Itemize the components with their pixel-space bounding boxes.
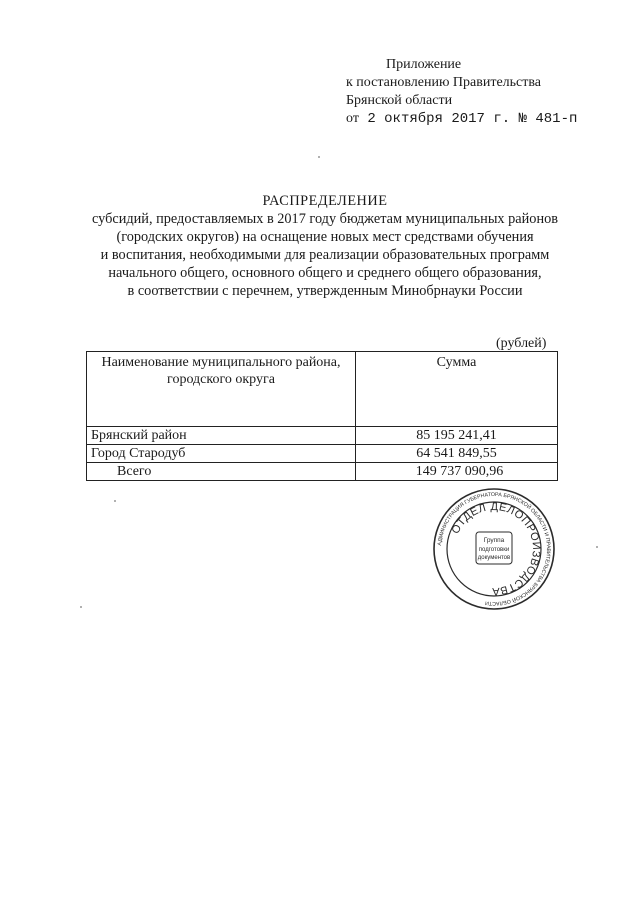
stamp-center-line: подготовки	[478, 547, 510, 553]
document-title	[60, 192, 590, 300]
scan-speck	[114, 500, 116, 502]
row-amount: 64 541 849,55	[356, 445, 558, 463]
table-header-row	[87, 352, 558, 427]
appendix-title: Приложение	[386, 57, 462, 72]
stamp-center-line: Группа	[483, 537, 505, 544]
scan-speck	[80, 606, 82, 608]
total-amount: 149 737 090,96	[356, 463, 558, 481]
row-name: Брянский район	[87, 427, 356, 445]
total-name: Всего	[87, 463, 356, 481]
appendix-date-prefix: от	[346, 111, 359, 126]
header-name	[87, 352, 356, 427]
units-label: (рублей)	[496, 336, 547, 351]
header-name-line: городского округа	[167, 372, 275, 387]
appendix-date: 2 октября 2017 г. № 481-п	[367, 111, 578, 127]
stamp-outer-text: АДМИНИСТРАЦИЯ ГУБЕРНАТОРА БРЯНСКОЙ ОБЛАСТИ И ПРАВИТЕЛЬСТВА БРЯНСКОЙ ОБЛАСТИ	[437, 491, 552, 607]
header-amount: Сумма	[356, 352, 558, 427]
row-name: Город Стародуб	[87, 445, 356, 463]
title-line: и воспитания, необходимыми для реализации образовательных программ	[100, 247, 550, 263]
row-amount: 85 195 241,41	[356, 427, 558, 445]
appendix-resolution: к постановлению Правительства	[346, 75, 542, 90]
title-heading: РАСПРЕДЕЛЕНИЕ	[262, 193, 388, 209]
appendix-date-line	[346, 110, 626, 128]
header-name-line: Наименование муниципального района,	[101, 355, 341, 370]
official-stamp	[432, 487, 556, 611]
table-row	[87, 445, 558, 463]
scan-speck	[318, 156, 320, 158]
stamp-center-line: документов	[477, 555, 511, 561]
title-line: начального общего, основного общего и среднего общего образования,	[108, 265, 542, 281]
distribution-table	[86, 351, 558, 481]
appendix-block	[346, 56, 626, 128]
title-line: субсидий, предоставляемых в 2017 году бюджетам муниципальных районов	[91, 211, 559, 227]
appendix-region: Брянской области	[346, 93, 453, 108]
scan-speck	[596, 546, 598, 548]
title-line: в соответствии с перечнем, утвержденным Минобрнауки России	[127, 283, 523, 299]
stamp-inner-text: ОТДЕЛ ДЕЛОПРОИЗВОДСТВА	[449, 500, 543, 598]
title-line: (городских округов) на оснащение новых мест средствами обучения	[116, 229, 534, 245]
table-total-row	[87, 463, 558, 481]
table-row	[87, 427, 558, 445]
